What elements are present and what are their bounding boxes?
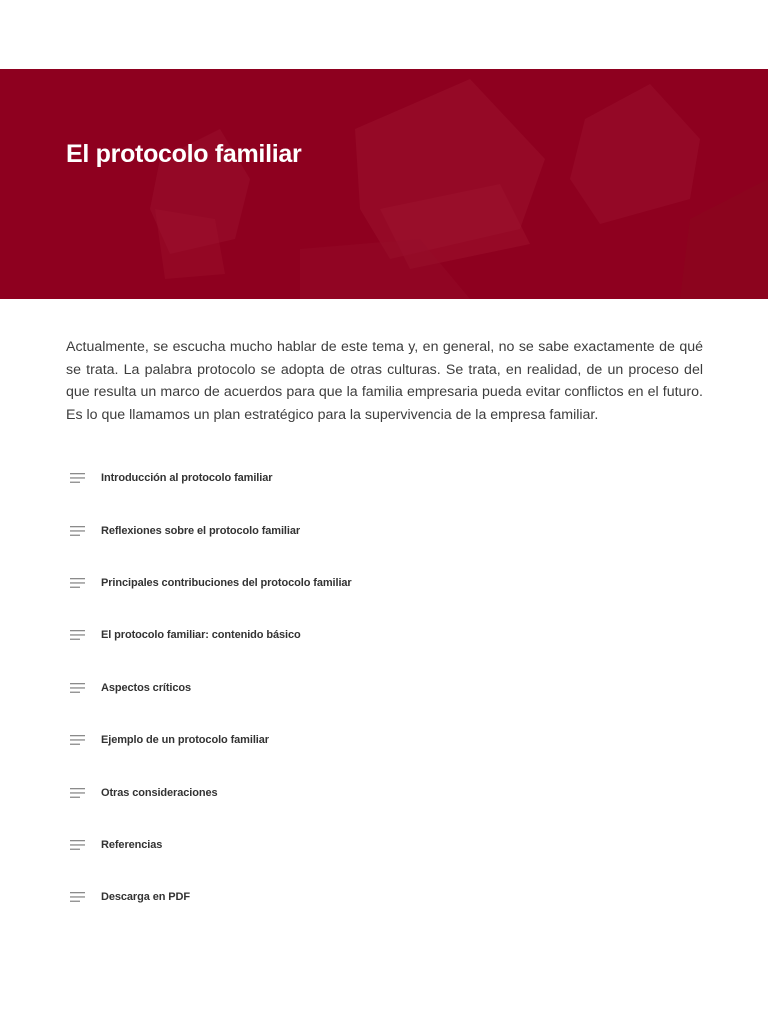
toc-item-otras-consideraciones[interactable] bbox=[70, 766, 690, 818]
toc-item-contribuciones[interactable] bbox=[70, 557, 690, 609]
header-banner bbox=[0, 69, 768, 299]
toc-item-descarga-pdf[interactable] bbox=[70, 871, 690, 923]
text-lines-icon bbox=[70, 891, 86, 903]
toc-item-label: Ejemplo de un protocolo familiar bbox=[101, 734, 269, 747]
text-lines-icon bbox=[70, 839, 86, 851]
text-lines-icon bbox=[70, 472, 86, 484]
toc-item-reflexiones[interactable] bbox=[70, 504, 690, 556]
toc-item-ejemplo[interactable] bbox=[70, 714, 690, 766]
toc-item-referencias[interactable] bbox=[70, 819, 690, 871]
intro-paragraph: Actualmente, se escucha mucho hablar de este tema y, en general, no se sabe exactamente de qué se trata. La palabra protocolo se adopta de otras culturas. Se trata, en realidad, de un proceso del que resulta un marco de acuerdos para que la familia empresaria pueda evitar conflictos en el futuro. Es lo que llamamos un plan estratégico para la supervivencia de la empresa familiar. bbox=[66, 339, 703, 423]
text-lines-icon bbox=[70, 629, 86, 641]
toc-item-label: El protocolo familiar: contenido básico bbox=[101, 629, 301, 642]
toc-item-contenido-basico[interactable] bbox=[70, 609, 690, 661]
text-lines-icon bbox=[70, 525, 86, 537]
toc-item-label: Otras consideraciones bbox=[101, 786, 218, 799]
banner-background-image bbox=[0, 69, 768, 299]
toc-item-label: Descarga en PDF bbox=[101, 891, 190, 904]
text-lines-icon bbox=[70, 682, 86, 694]
page-title: El protocolo familiar bbox=[66, 140, 302, 168]
toc-item-aspectos-criticos[interactable] bbox=[70, 662, 690, 714]
toc-item-introduccion[interactable] bbox=[70, 452, 690, 504]
toc-item-label: Introducción al protocolo familiar bbox=[101, 472, 273, 485]
table-of-contents bbox=[70, 452, 690, 924]
toc-item-label: Principales contribuciones del protocolo familiar bbox=[101, 576, 352, 589]
toc-item-label: Reflexiones sobre el protocolo familiar bbox=[101, 524, 301, 537]
toc-item-label: Aspectos críticos bbox=[101, 681, 192, 694]
text-lines-icon bbox=[70, 734, 86, 746]
text-lines-icon bbox=[70, 787, 86, 799]
toc-item-label: Referencias bbox=[101, 838, 163, 851]
text-lines-icon bbox=[70, 577, 86, 589]
